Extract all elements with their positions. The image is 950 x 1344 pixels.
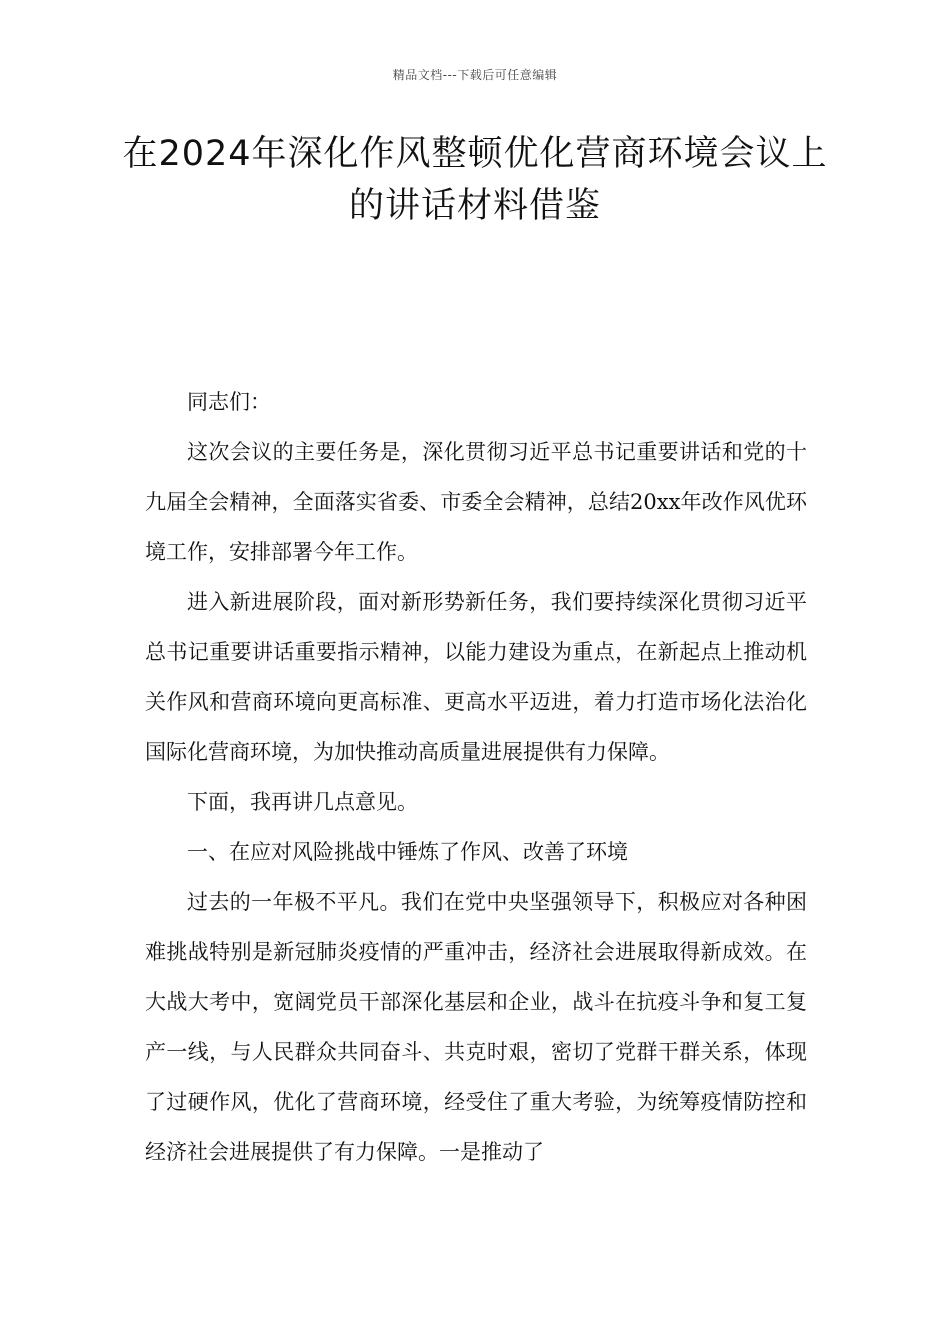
body-paragraph: 过去的一年极不平凡。我们在党中央坚强领导下，积极应对各种困难挑战特别是新冠肺炎疫情的严重冲击，经济社会进展取得新成效。在大战大考中，宽阔党员干部深化基层和企业，战斗在抗疫斗争和复工复产一线，与人民群众共同奋斗、共克时艰，密切了党群干群关系，体现了过硬作风，优化了营商环境，经受住了重大考验，为统筹疫情防控和经济社会进展提供了有力保障。一是推动了 xyxy=(145,890,807,1164)
header-note: 精品文档---下载后可任意编辑 xyxy=(392,68,558,82)
body-paragraph: 下面，我再讲几点意见。 xyxy=(187,790,418,814)
section-heading: 一、在应对风险挑战中锤炼了作风、改善了环境 xyxy=(187,840,628,864)
salutation-paragraph: 同志们： xyxy=(187,390,271,414)
body-paragraph: 进入新进展阶段，面对新形势新任务，我们要持续深化贯彻习近平总书记重要讲话重要指示精神，以能力建设为重点，在新起点上推动机关作风和营商环境向更高标准、更高水平迈进，着力打造市场化法治化国际化营商环境，为加快推动高质量进展提供有力保障。 xyxy=(145,590,807,764)
body-paragraph: 这次会议的主要任务是，深化贯彻习近平总书记重要讲话和党的十九届全会精神，全面落实省委、市委全会精神，总结20xx年改作风优环境工作，安排部署今年工作。 xyxy=(145,440,807,564)
document-body xyxy=(145,377,807,1177)
document-title: 在2024年深化作风整顿优化营商环境会议上的讲话材料借鉴 xyxy=(122,134,828,226)
